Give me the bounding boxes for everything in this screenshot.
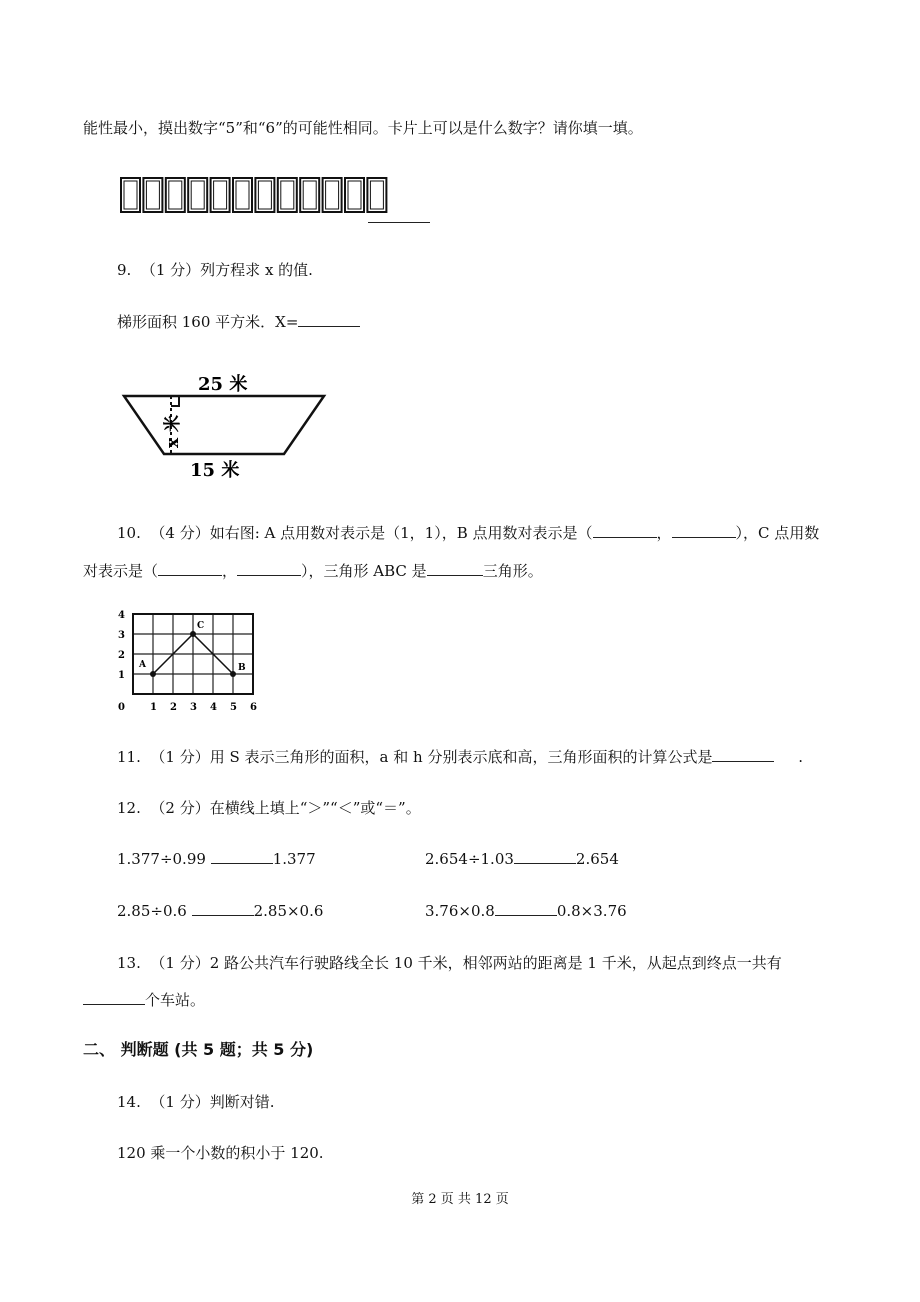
q11-answer-blank[interactable] xyxy=(712,747,774,762)
q10-triangle-type-blank[interactable] xyxy=(427,561,483,576)
q13-line2: 个车站。 xyxy=(83,990,205,1010)
q13-line1: 13. （1 分）2 路公共汽车行驶路线全长 10 千米，相邻两站的距离是 1 千米，从起点到终点一共有 xyxy=(117,954,782,972)
point-a xyxy=(150,671,156,677)
coordinate-grid xyxy=(112,604,262,716)
y-tick-label: 4 xyxy=(118,610,125,621)
q12-blank-3[interactable] xyxy=(192,901,254,916)
x-tick-label: 6 xyxy=(250,702,257,713)
q12-blank-4[interactable] xyxy=(495,901,557,916)
card-box-inner xyxy=(303,181,316,209)
y-tick-label: 1 xyxy=(118,670,125,681)
x-tick-label: 1 xyxy=(150,702,157,713)
trapezoid-height-label: x 米 xyxy=(163,414,183,448)
y-tick-label: 3 xyxy=(118,630,125,641)
trapezoid-top-label: 25 米 xyxy=(198,374,248,395)
q11-line: 11. （1 分）用 S 表示三角形的面积，a 和 h 分别表示底和高，三角形面积的计算公式是 . xyxy=(117,748,804,766)
card-box-inner xyxy=(169,181,182,209)
card-boxes xyxy=(118,174,390,216)
q10-line2: 对表示是（ ， ），三角形 ABC 是 三角形。 xyxy=(83,562,543,580)
card-box-inner xyxy=(124,181,137,209)
q9-stem: 9. （1 分）列方程求 x 的值. xyxy=(117,261,313,279)
card-box-inner xyxy=(191,181,204,209)
y-tick-label: 2 xyxy=(118,650,125,661)
q10-b-x-blank[interactable] xyxy=(593,523,657,538)
x-tick-label: 5 xyxy=(230,702,237,713)
x-tick-label: 3 xyxy=(190,702,197,713)
q14-line2: 120 乘一个小数的积小于 120. xyxy=(117,1144,324,1162)
point-c xyxy=(190,631,196,637)
point-a-label: A xyxy=(139,660,146,670)
card-box-inner xyxy=(236,181,249,209)
q14-stem: 14. （1 分）判断对错. xyxy=(117,1093,275,1111)
q10-c-y-blank[interactable] xyxy=(237,561,301,576)
point-b xyxy=(230,671,236,677)
q12-item-3: 2.85÷0.6 2.85×0.6 xyxy=(117,902,324,920)
card-box-inner xyxy=(370,181,383,209)
q10-line1: 10. （4 分）如右图: A 点用数对表示是（1，1），B 点用数对表示是（ ， ），C 点用数 xyxy=(117,524,820,542)
card-box-inner xyxy=(348,181,361,209)
q12-stem: 12. （2 分）在横线上填上“＞”“＜”或“＝”。 xyxy=(117,799,421,817)
trapezoid-shape xyxy=(124,396,324,454)
card-box-inner xyxy=(146,181,159,209)
x-tick-label: 2 xyxy=(170,702,177,713)
q12-item-1: 1.377÷0.99 1.377 xyxy=(117,850,316,868)
point-c-label: C xyxy=(197,621,205,631)
q10-c-x-blank[interactable] xyxy=(158,561,222,576)
q8-answer-blank[interactable] xyxy=(368,222,430,223)
x-tick-label: 0 xyxy=(118,702,125,713)
q8-text: 能性最小，摸出数字“5”和“6”的可能性相同。卡片上可以是什么数字？请你填一填。 xyxy=(83,119,643,137)
q9-answer-blank[interactable] xyxy=(298,312,360,327)
q12-blank-2[interactable] xyxy=(514,849,576,864)
q10-b-y-blank[interactable] xyxy=(672,523,736,538)
x-tick-label: 4 xyxy=(210,702,217,713)
card-box-inner xyxy=(258,181,271,209)
point-b-label: B xyxy=(238,663,246,673)
q12-blank-1[interactable] xyxy=(211,849,273,864)
card-box-inner xyxy=(281,181,294,209)
q12-item-2: 2.654÷1.03 2.654 xyxy=(425,850,619,868)
q9-line2: 梯形面积 160 平方米．X= xyxy=(117,312,360,332)
trapezoid-bottom-label: 15 米 xyxy=(190,460,240,481)
page-footer: 第 2 页 共 12 页 xyxy=(411,1192,509,1207)
q13-answer-blank[interactable] xyxy=(83,990,145,1005)
section-2-heading: 二、 判断题 (共 5 题；共 5 分) xyxy=(83,1040,314,1059)
q12-item-4: 3.76×0.8 0.8×3.76 xyxy=(425,902,627,920)
card-box-inner xyxy=(214,181,227,209)
trapezoid-figure xyxy=(118,368,333,483)
card-box-inner xyxy=(326,181,339,209)
right-angle-mark xyxy=(171,396,179,406)
